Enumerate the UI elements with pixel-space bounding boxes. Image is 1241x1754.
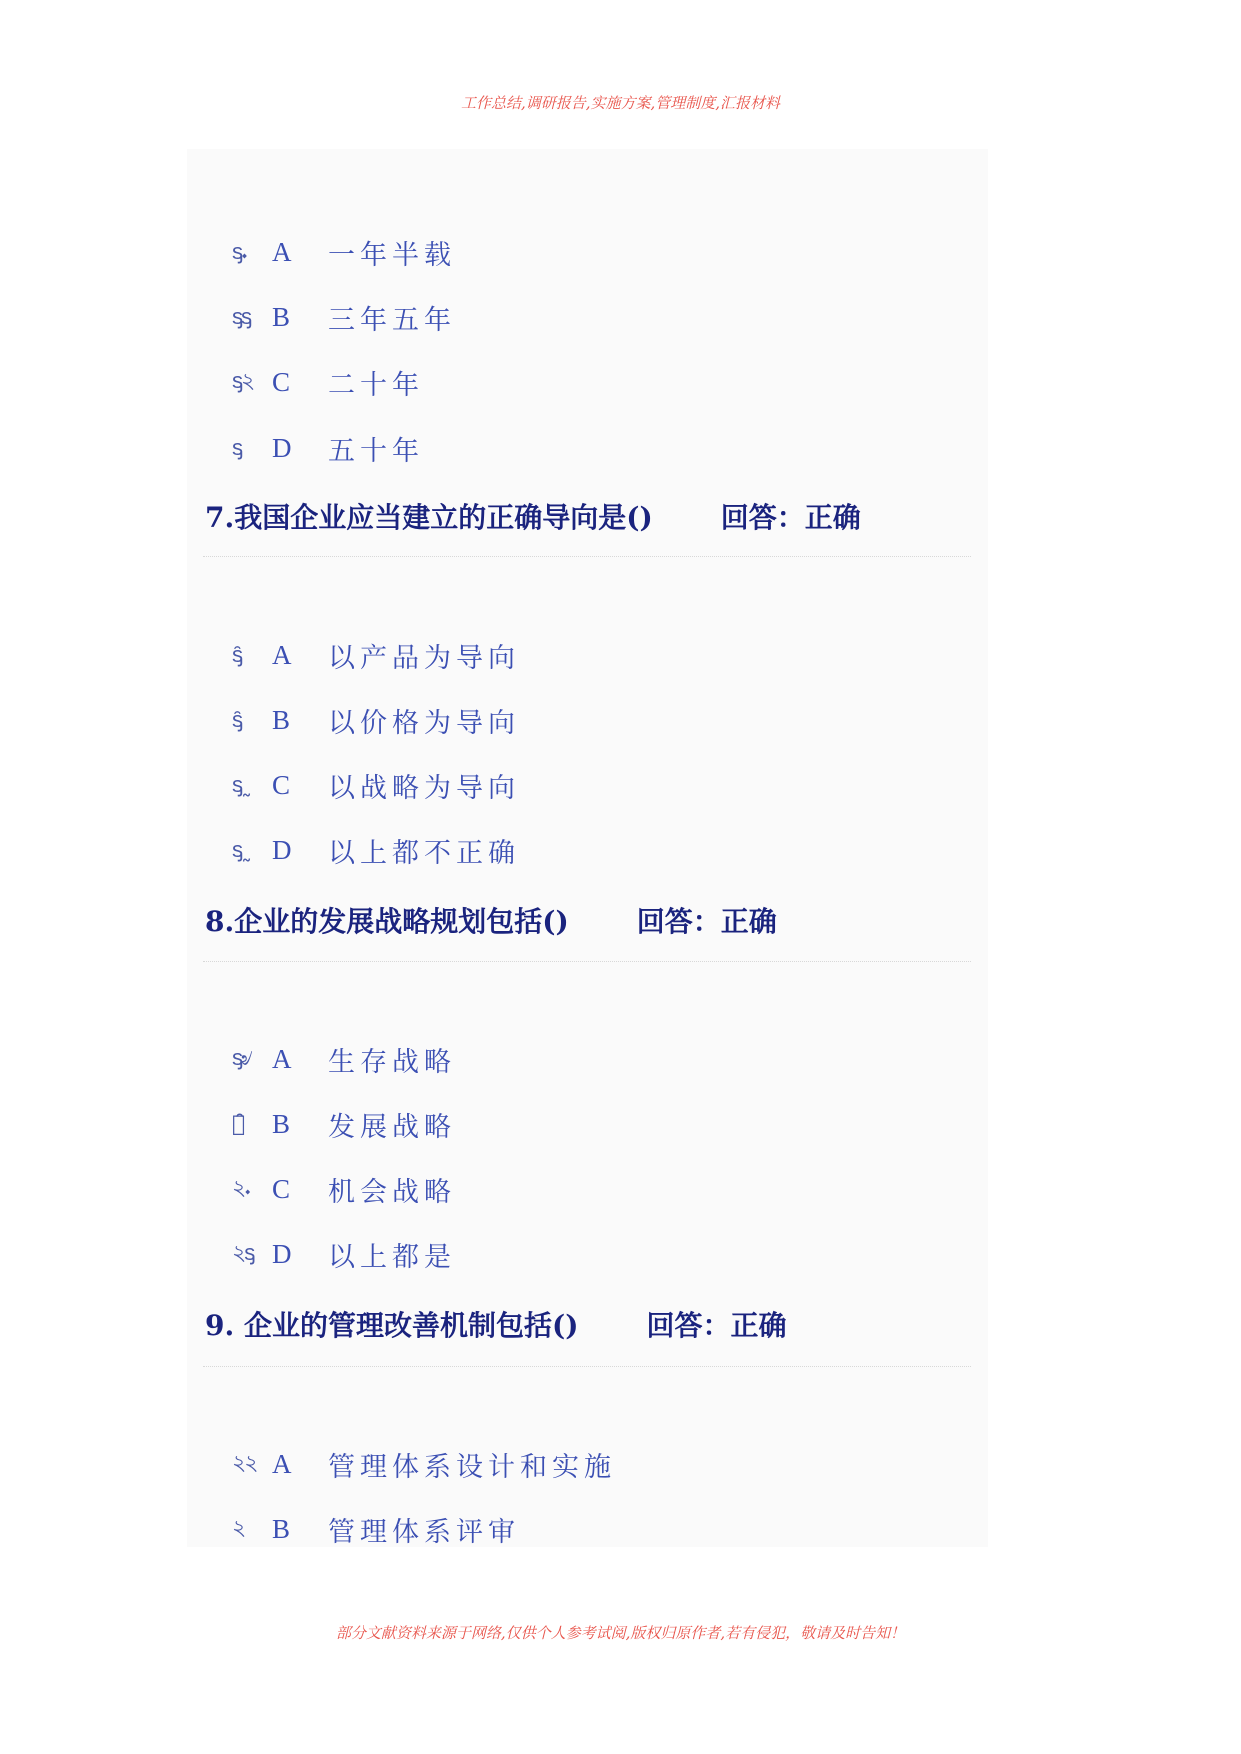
option-text: 管理体系评审 <box>328 1516 520 1548</box>
option-marker-icon: ᶊ̑ <box>232 643 241 668</box>
option-letter: B <box>272 704 291 735</box>
option-marker-icon: ᶊᶊ <box>232 305 250 330</box>
option-letter: A <box>272 639 292 670</box>
option-text: 机会战略 <box>328 1176 456 1208</box>
option-letter: A <box>272 1448 292 1479</box>
q8-option-b[interactable] <box>232 1104 456 1144</box>
q7-option-b[interactable] <box>232 700 520 740</box>
q9-option-b[interactable] <box>232 1509 520 1549</box>
option-marker-icon: ২২ <box>232 1450 257 1476</box>
option-letter: C <box>272 1173 291 1204</box>
option-text: 以产品为导向 <box>328 642 520 674</box>
q7-option-a[interactable] <box>232 635 520 675</box>
option-text: 管理体系设计和实施 <box>328 1451 616 1483</box>
option-letter: A <box>272 236 292 267</box>
q7-option-c[interactable] <box>232 765 520 805</box>
option-letter: D <box>272 432 292 463</box>
option-text: 三年五年 <box>328 304 456 336</box>
q9-option-a[interactable] <box>232 1444 616 1484</box>
q8-option-a[interactable] <box>232 1039 456 1079</box>
divider <box>203 961 971 962</box>
q6-option-c[interactable] <box>232 362 424 402</box>
option-marker-icon: ২̑ <box>232 1111 244 1137</box>
option-letter: B <box>272 301 291 332</box>
option-letter: B <box>272 1513 291 1544</box>
option-letter: C <box>272 366 291 397</box>
option-marker-icon: ২𝆺 <box>232 1175 250 1201</box>
footer-note: 部分文献资料来源于网络,仅供个人参考试阅,版权归原作者,若有侵犯，敬请及时告知！ <box>335 1624 906 1642</box>
option-marker-icon: ᶊ̑ <box>232 708 241 733</box>
option-text: 五十年 <box>328 435 424 467</box>
option-marker-icon: ᶊ২ <box>232 368 254 394</box>
question-text: 7.我国企业应当建立的正确导向是() <box>205 501 653 534</box>
option-text: 一年半载 <box>328 239 456 271</box>
option-letter: D <box>272 834 292 865</box>
option-text: 生存战略 <box>328 1046 456 1078</box>
q8-option-c[interactable] <box>232 1169 456 1209</box>
question-7 <box>205 494 861 538</box>
divider <box>203 1366 971 1367</box>
option-text: 发展战略 <box>328 1111 456 1143</box>
option-text: 以战略为导向 <box>328 772 520 804</box>
option-marker-icon: ᶊ𝆺 <box>232 240 246 265</box>
question-8 <box>205 898 777 942</box>
option-letter: B <box>272 1108 291 1139</box>
option-text: 以价格为导向 <box>328 707 520 739</box>
answer-status: 回答：正确 <box>636 905 777 938</box>
header-note: 工作总结,调研报告,实施方案,管理制度,汇报材料 <box>460 94 781 112</box>
option-text: 以上都是 <box>328 1241 456 1273</box>
question-text: 8.企业的发展战略规划包括() <box>205 905 569 938</box>
option-marker-icon: ᶊ <box>232 436 241 461</box>
option-letter: A <box>272 1043 292 1074</box>
divider <box>203 556 971 557</box>
option-marker-icon: ২ <box>232 1515 245 1541</box>
option-marker-icon: ᶊ˷ <box>232 838 250 863</box>
question-9 <box>205 1302 787 1346</box>
option-text: 二十年 <box>328 369 424 401</box>
option-marker-icon: ২ᶊ <box>232 1240 254 1266</box>
option-marker-icon: ᶊ˷ <box>232 773 250 798</box>
q6-option-b[interactable] <box>232 297 456 337</box>
option-text: 以上都不正确 <box>328 837 520 869</box>
q6-option-a[interactable] <box>232 232 456 272</box>
q8-option-d[interactable] <box>232 1234 456 1274</box>
option-marker-icon: ᶊ৶ <box>232 1045 251 1071</box>
answer-status: 回答：正确 <box>720 501 861 534</box>
q7-option-d[interactable] <box>232 830 520 870</box>
answer-status: 回答：正确 <box>646 1309 787 1342</box>
option-letter: D <box>272 1238 292 1269</box>
question-text: 9. 企业的管理改善机制包括() <box>205 1309 579 1342</box>
q6-option-d[interactable] <box>232 428 424 468</box>
option-letter: C <box>272 769 291 800</box>
